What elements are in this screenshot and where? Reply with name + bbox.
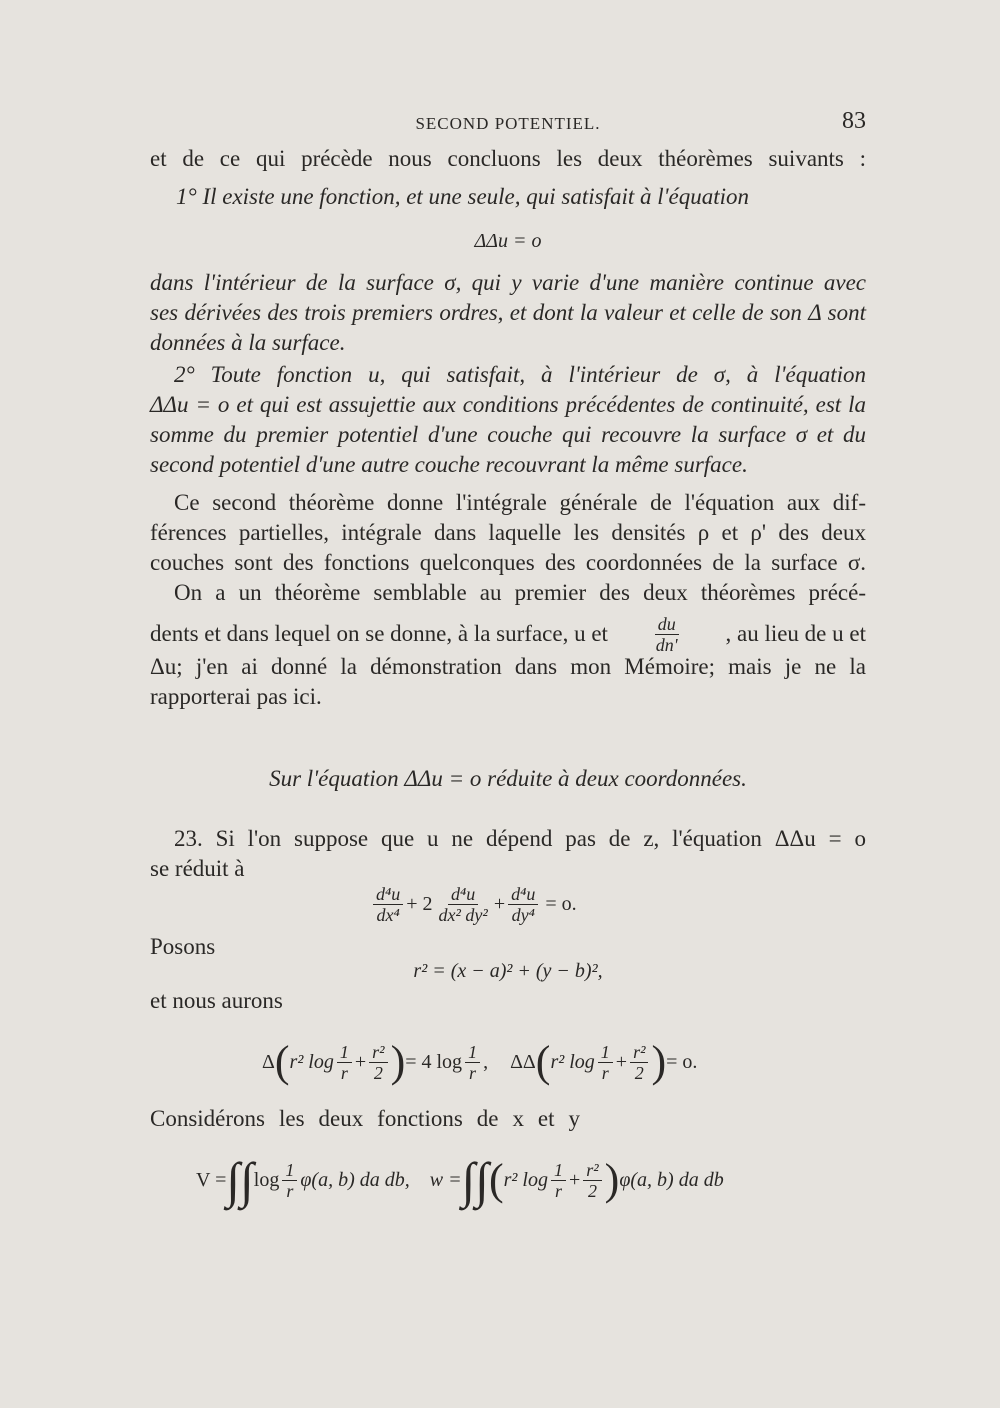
section-heading: Sur l'équation ΔΔu = o réduite à deux coordonnées. xyxy=(269,766,747,791)
fraction-denominator: r xyxy=(601,1062,609,1083)
theorem-2-line: second potentiel d'une autre couche recouvrant la même surface. xyxy=(150,452,748,477)
term: w = xyxy=(429,1169,462,1191)
fraction-denominator: 2 xyxy=(587,1180,597,1201)
text-line: Considérons les deux fonctions de x et y xyxy=(150,1106,580,1131)
delta-operator: Δ xyxy=(262,1051,275,1073)
fraction xyxy=(373,884,403,925)
fraction-numerator: 1 xyxy=(465,1042,480,1063)
theorem-2-line: 2° Toute fonction u, qui satisfait, à l'intérieur de σ, à l'équation xyxy=(174,362,866,387)
left-paren: ( xyxy=(535,1037,551,1086)
fraction-numerator: 1 xyxy=(551,1160,566,1181)
fraction xyxy=(551,1160,566,1201)
fraction-du-dn xyxy=(653,614,681,655)
fraction xyxy=(369,1042,387,1083)
theorem-1-line: ses dérivées des trois premiers ordres, et dont la valeur et celle de son Δ sont xyxy=(150,300,866,325)
punctuation: , xyxy=(483,1051,489,1073)
text-line: Δu; j'en ai donné la démonstration dans mon Mémoire; mais je ne la xyxy=(150,654,866,679)
fraction-numerator: d⁴u xyxy=(373,884,403,905)
fraction xyxy=(337,1042,352,1083)
page-number: 83 xyxy=(842,108,866,134)
operator: + xyxy=(615,1051,628,1073)
right-paren: ) xyxy=(604,1155,620,1204)
fraction-numerator: du xyxy=(655,614,679,635)
fraction-denominator: r xyxy=(554,1180,562,1201)
running-header xyxy=(150,108,866,138)
fraction-numerator: d⁴u xyxy=(448,884,478,905)
fraction-denominator: 2 xyxy=(634,1062,644,1083)
text-line: couches sont des fonctions quelconques des coordonnées de la surface σ. xyxy=(150,550,866,575)
theorem-2-line: ΔΔu = o et qui est assujettie aux conditions précédentes de continuité, est la xyxy=(150,392,866,417)
term: φ(a, b) da db xyxy=(619,1169,724,1191)
text-line: férences partielles, intégrale dans laquelle les densités ρ et ρ' des deux xyxy=(150,520,866,545)
fraction-denominator: r xyxy=(469,1062,477,1083)
term: φ(a, b) da db, xyxy=(300,1169,410,1191)
text-fragment: dents et dans lequel on se donne, à la surface, u et xyxy=(150,621,608,646)
theorem-1-line: 1° Il existe une fonction, et une seule, qui satisfait à l'équation xyxy=(176,184,750,209)
fraction-denominator: dy⁴ xyxy=(511,904,535,925)
equation-r-squared: r² = (x − a)² + (y − b)², xyxy=(413,960,603,982)
text-line: se réduit à xyxy=(150,856,245,881)
equation-integrals xyxy=(196,1148,836,1212)
equation-delta xyxy=(262,1032,762,1092)
right-paren: ) xyxy=(390,1037,406,1086)
fraction-numerator: d⁴u xyxy=(508,884,538,905)
text-line: On a un théorème semblable au premier des deux théorèmes précé- xyxy=(174,580,866,605)
theorem-2-line: somme du premier potentiel d'une couche qui recouvre la surface σ et du xyxy=(150,422,866,447)
delta-operator: ΔΔ xyxy=(510,1051,536,1073)
fraction-numerator: r² xyxy=(369,1042,387,1063)
fraction-denominator: dn' xyxy=(655,634,678,655)
fraction-denominator: r xyxy=(286,1180,294,1201)
fraction-numerator: 1 xyxy=(282,1160,297,1181)
operator: + xyxy=(354,1051,367,1073)
fraction xyxy=(465,1042,480,1083)
text-line: 23. Si l'on suppose que u ne dépend pas de z, l'équation ΔΔu = o xyxy=(174,826,866,851)
fraction-denominator: dx² dy² xyxy=(438,904,488,925)
left-paren: ( xyxy=(488,1155,504,1204)
theorem-1-line: données à la surface. xyxy=(150,330,346,355)
fraction-numerator: 1 xyxy=(598,1042,613,1063)
double-integral: ∫∫ xyxy=(461,1152,489,1208)
term: = 4 log xyxy=(405,1051,463,1073)
equation-biharmonic-2d xyxy=(370,876,710,932)
theorem-1-line: dans l'intérieur de la surface σ, qui y varie d'une manière continue avec xyxy=(150,270,866,295)
term: log xyxy=(253,1169,280,1191)
left-paren: ( xyxy=(274,1037,290,1086)
term: r² log xyxy=(289,1051,334,1073)
fraction xyxy=(282,1160,297,1201)
text-line: rapporterai pas ici. xyxy=(150,684,322,709)
running-title: SECOND POTENTIEL. xyxy=(415,114,601,133)
fraction-numerator: r² xyxy=(583,1160,601,1181)
term: V = xyxy=(196,1169,227,1191)
text-line: et de ce qui précède nous concluons les deux théorèmes suivants : xyxy=(150,146,866,171)
fraction-denominator: 2 xyxy=(373,1062,383,1083)
fraction xyxy=(598,1042,613,1083)
operator: + 2 xyxy=(406,893,433,915)
fraction-numerator: r² xyxy=(630,1042,648,1063)
text-line: Posons xyxy=(150,934,216,959)
text-fragment: , au lieu de u et xyxy=(725,621,866,646)
operator: + xyxy=(493,893,506,915)
double-integral: ∫∫ xyxy=(226,1152,254,1208)
text-line: et nous aurons xyxy=(150,988,283,1013)
text-line-with-fraction xyxy=(150,612,866,656)
equation-tail: = o. xyxy=(545,893,577,915)
term: r² log xyxy=(550,1051,595,1073)
right-paren: ) xyxy=(651,1037,667,1086)
fraction-numerator: 1 xyxy=(337,1042,352,1063)
fraction xyxy=(436,884,491,925)
fraction xyxy=(508,884,538,925)
fraction-denominator: dx⁴ xyxy=(376,904,400,925)
fraction xyxy=(630,1042,648,1083)
equation-biharmonic: ΔΔu = o xyxy=(474,230,542,252)
term: = o. xyxy=(666,1051,698,1073)
fraction xyxy=(583,1160,601,1201)
operator: + xyxy=(568,1169,581,1191)
term: r² log xyxy=(503,1169,548,1191)
fraction-denominator: r xyxy=(340,1062,348,1083)
text-line: Ce second théorème donne l'intégrale générale de l'équation aux dif- xyxy=(174,490,866,515)
